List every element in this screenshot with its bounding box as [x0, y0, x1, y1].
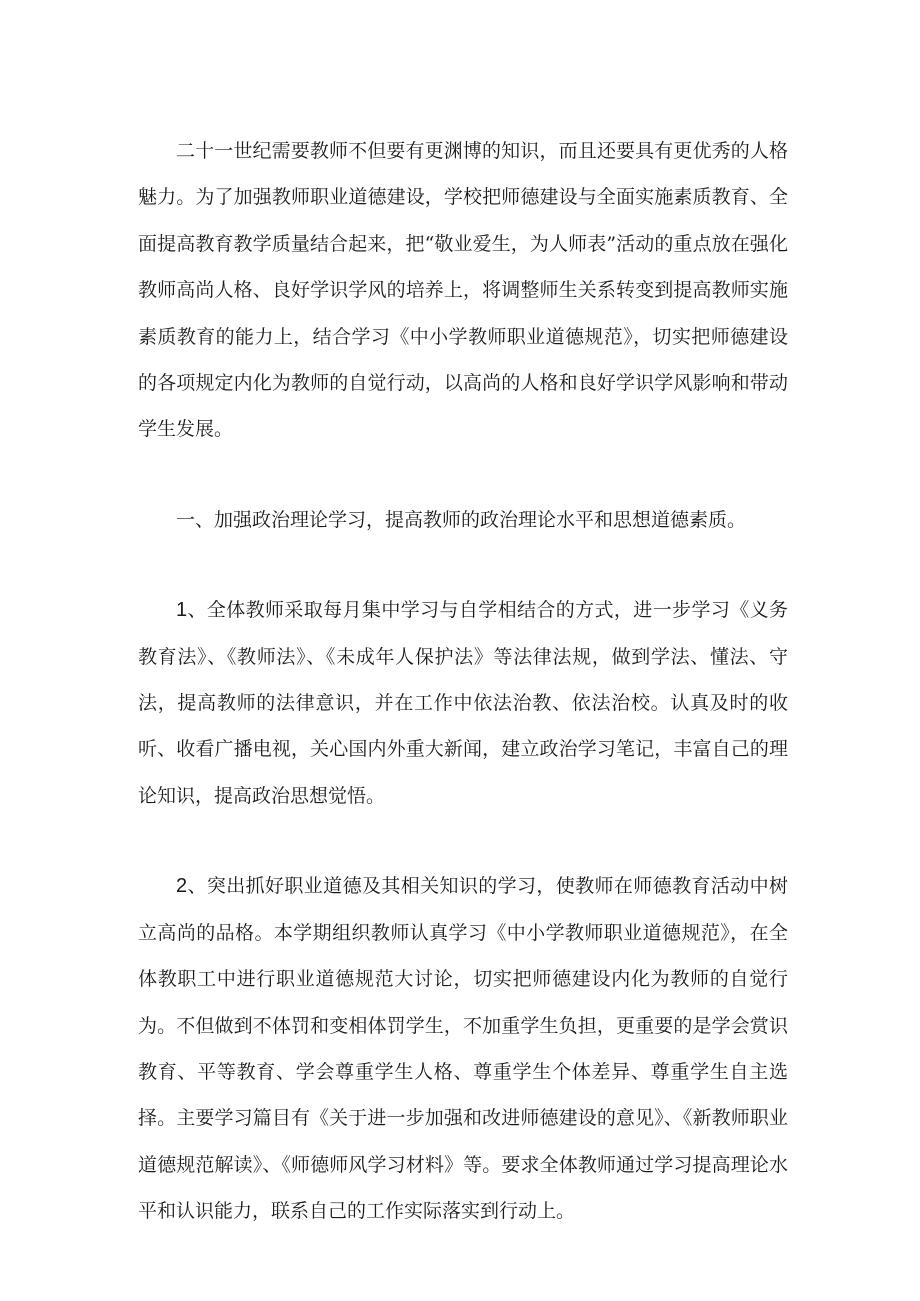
intro-paragraph — [138, 128, 788, 453]
numbered-paragraph-1 — [138, 587, 788, 819]
section-heading — [138, 497, 788, 543]
document-body — [138, 128, 788, 1235]
section-heading-text: 一、加强政治理论学习，提高教师的政治理论水平和思想道德素质。 — [176, 508, 747, 531]
paragraph-text: 二十一世纪需要教师不但要有更渊博的知识，而且还要具有更优秀的人格魅力。为了加强教师职业道德建设，学校把师德建设与全面实施素质教育、全面提高教育教学质量结合起来，把“敬业爱生，为人师表”活动的重点放在强化教师高尚人格、良好学识学风的培养上，将调整师生关系转变到提高教师实施素质教育的能力上，结合学习《中小学教师职业道德规范》，切实把师德建设的各项规定内化为教师的自觉行动，以高尚的人格和良好学识学风影响和带动学生发展。 — [138, 140, 788, 441]
paragraph-number: 1 — [176, 599, 188, 622]
paragraph-text: 、突出抓好职业道德及其相关知识的学习，使教师在师德教育活动中树立高尚的品格。本学期组织教师认真学习《中小学教师职业道德规范》，在全体教职工中进行职业道德规范大讨论，切实把师德建设内化为教师的自觉行为。不但做到不体罚和变相体罚学生，不加重学生负担，更重要的是学会赏识教育、平等教育、学会尊重学生人格、尊重学生个体差异、尊重学生自主选择。主要学习篇目有《关于进一步加强和改进师德建设的意见》、《新教师职业道德规范解读》、《师德师风学习材料》等。要求全体教师通过学习提高理论水平和认识能力，联系自己的工作实际落实到行动上。 — [138, 875, 788, 1223]
paragraph-text: 、全体教师采取每月集中学习与自学相结合的方式，进一步学习《义务教育法》、《教师法》、《未成年人保护法》等法律法规，做到学法、懂法、守法，提高教师的法律意识，并在工作中依法治教、依法治校。认真及时的收听、收看广播电视，关心国内外重大新闻，建立政治学习笔记，丰富自己的理论知识，提高政治思想觉悟。 — [138, 599, 788, 807]
paragraph-number: 2 — [176, 875, 188, 898]
numbered-paragraph-2 — [138, 863, 788, 1234]
